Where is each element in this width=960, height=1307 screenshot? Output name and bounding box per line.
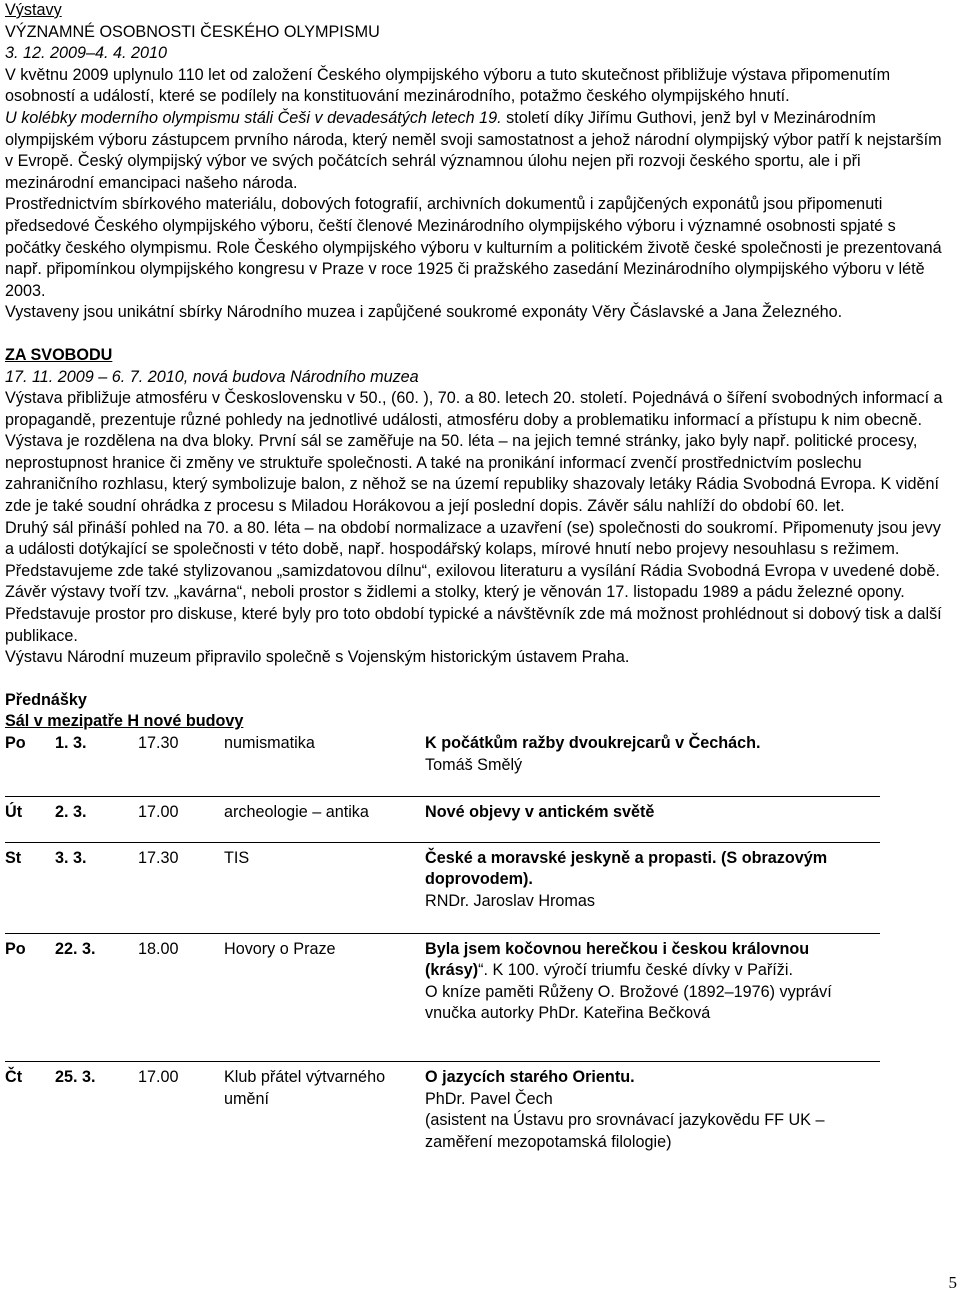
lecture-title: O jazycích starého Orientu. [425, 1067, 635, 1086]
lecture-category: Klub přátel výtvarného umění [224, 1067, 386, 1108]
lecture-row [5, 844, 950, 913]
lecture-category: Hovory o Praze [224, 939, 336, 958]
exhibition2-paragraph: Závěr výstavy tvoří tzv. „kavárna“, neboli prostor s židlemi a stolky, který je věnován 17. listopadu 1989 a pádu železné opony. Představuje prostor pro diskuse, které byly pro toto období typické a návštěvník zde má možnost prohlédnout si dobový tisk a další publikace. [5, 583, 942, 645]
lecture-day: Po [5, 939, 26, 958]
lecture-date: 2. 3. [55, 803, 87, 822]
lecture-title: Byla jsem kočovnou herečkou i českou královnou (krásy) [425, 939, 810, 980]
lectures-venue: Sál v mezipatře H nové budovy [5, 712, 244, 731]
lecture-time: 17.00 [138, 803, 179, 822]
exhibition2-paragraph: Výstavu Národní muzeum připravilo společně s Vojenským historickým ústavem Praha. [5, 648, 630, 667]
lecture-speaker: PhDr. Pavel Čech [425, 1089, 553, 1108]
lecture-time: 18.00 [138, 939, 179, 958]
lecture-day: Po [5, 734, 26, 752]
lecture-date: 3. 3. [55, 848, 87, 867]
lecture-row [5, 733, 950, 776]
lecture-title: K počátkům ražby dvoukrejcarů v Čechách. [425, 734, 761, 752]
lecture-title-line [425, 939, 875, 982]
exhibition1-italic-lead: U kolébky moderního olympismu stáli Češi v devadesátých letech 19. [5, 108, 502, 127]
lecture-row [5, 1063, 950, 1153]
lecture-date: 22. 3. [55, 939, 96, 958]
lecture-speaker: Tomáš Smělý [425, 755, 523, 774]
row-divider [5, 1061, 880, 1062]
lectures-list [5, 733, 950, 1153]
lecture-date: 25. 3. [55, 1067, 96, 1086]
lecture-title-suffix: “. K 100. výročí triumfu české dívky v Paříži. [478, 961, 793, 980]
lecture-date: 1. 3. [55, 734, 87, 752]
exhibition2-title: ZA SVOBODU [5, 345, 113, 364]
exhibition1-paragraph: V květnu 2009 uplynulo 110 let od založení Českého olympijského výboru a tuto skutečnost přibližuje výstava připomenutím osobností a událostí, které se podílely na konstituování mezinárodního, potažmo českého olympijského hnutí. [5, 65, 891, 106]
row-divider [5, 842, 880, 843]
lecture-category: archeologie – antika [224, 803, 369, 822]
lecture-title: České a moravské jeskyně a propasti. (S obrazovým doprovodem). [425, 848, 828, 889]
exhibition2-paragraph: Druhý sál přináší pohled na 70. a 80. léta – na období normalizace a uzavření (se) společnosti do soukromí. Připomenuty jsou jevy a události dotýkající se společnosti v této době, např. hospodářský kolaps, mírové hnutí nebo projevy nesouhlasu s režimem. Představujeme zde také stylizovanou „samizdatovou dílnu“, exilovou literaturu a vysílání Rádia Svobodná Evropa v uvedené době. [5, 518, 941, 580]
row-divider [5, 796, 880, 797]
lecture-category: TIS [224, 848, 250, 867]
exhibition2-dates-venue: 17. 11. 2009 – 6. 7. 2010, nová budova Národního muzea [5, 367, 419, 386]
exhibition1-title: VÝZNAMNÉ OSOBNOSTI ČESKÉHO OLYMPISMU [5, 22, 380, 41]
exhibition1-paragraph: Vystaveny jsou unikátní sbírky Národního muzea i zapůjčené soukromé exponáty Věry Čáslavské a Jana Železného. [5, 303, 843, 322]
lecture-speaker: RNDr. Jaroslav Hromas [425, 891, 595, 910]
lecture-time: 17.00 [138, 1067, 179, 1086]
exhibition2-paragraph: Výstava přibližuje atmosféru v Československu v 50., (60. ), 70. a 80. letech 20. století. Pojednává o šíření svobodných informací a propagandě, prezentuje různé pohledy na jednotlivé události, atmosféru doby a problematiku informací a přístupu k nim obecně. [5, 389, 943, 429]
exhibition1-paragraph [5, 108, 950, 194]
exhibition2-paragraph: Výstava je rozdělena na dva bloky. První sál se zaměřuje na 50. léta – na jejich temné stránky, jako byly např. politické procesy, neprostupnost hranice či změny ve struktuře společnosti. A také na pronikání informací zvenčí prostřednictvím poslechu zahraničního rozhlasu, který symbolizuje balon, z něhož se na území republiky shazovaly letáky Rádia Svobodná Evropa. K vidění zde je také soudní ohrádka z procesu s Miladou Horákovou a její poslední dopis. Závěr sálu nahlíží do období 60. let. [5, 432, 939, 516]
lectures-heading: Přednášky [5, 690, 87, 709]
document-page [5, 0, 950, 1153]
lecture-day: Čt [5, 1067, 23, 1086]
lecture-row [5, 798, 950, 824]
lecture-description [425, 733, 875, 776]
lecture-day: St [5, 848, 22, 867]
exhibition1-paragraph-rest: století díky Jiřímu Guthovi, jenž byl v Mezinárodním olympijském výboru zástupcem prvního národa, který neměl svoji samostatnost a jehož národní olympijský výbor patří k nejstarším v Evropě. Český olympijský výbor ve svých počátcích sehrál významnou úlohu nejen při rozvoji českého sportu, ale i při mezinárodní emancipaci našeho národa. [5, 108, 942, 192]
page-number: 5 [948, 1273, 957, 1292]
lecture-description [425, 802, 875, 824]
lecture-note: O kníze paměti Růženy O. Brožové (1892–1976) vypráví vnučka autorky PhDr. Kateřina Bečková [425, 982, 832, 1023]
lecture-note: (asistent na Ústavu pro srovnávací jazykovědu FF UK – zaměření mezopotamská filologie) [425, 1111, 825, 1151]
exhibition1-paragraph: Prostřednictvím sbírkového materiálu, dobových fotografií, archivních dokumentů i zapůjčených exponátů jsou připomenuti předsedové Českého olympijského výboru, čeští členové Mezinárodního olympijského výboru i významné osobnosti spjaté s počátky českého olympismu. Role Českého olympijského výboru v kulturním a politickém životě české společnosti je prezentovaná např. připomínkou olympijského kongresu v Praze v roce 1925 či pražského zasedání Mezinárodního olympijského výboru v létě 2003. [5, 195, 942, 300]
row-divider [5, 933, 880, 934]
lecture-description [425, 848, 875, 913]
section-heading: Výstavy [5, 1, 62, 19]
lecture-description [425, 1067, 875, 1153]
lecture-row [5, 935, 950, 1025]
exhibition1-dates: 3. 12. 2009–4. 4. 2010 [5, 44, 168, 63]
lecture-description [425, 939, 875, 1025]
lecture-time: 17.30 [138, 734, 179, 752]
lecture-time: 17.30 [138, 848, 179, 867]
lecture-category: numismatika [224, 734, 315, 752]
lecture-title: Nové objevy v antickém světě [425, 803, 655, 822]
lecture-day: Út [5, 803, 23, 822]
